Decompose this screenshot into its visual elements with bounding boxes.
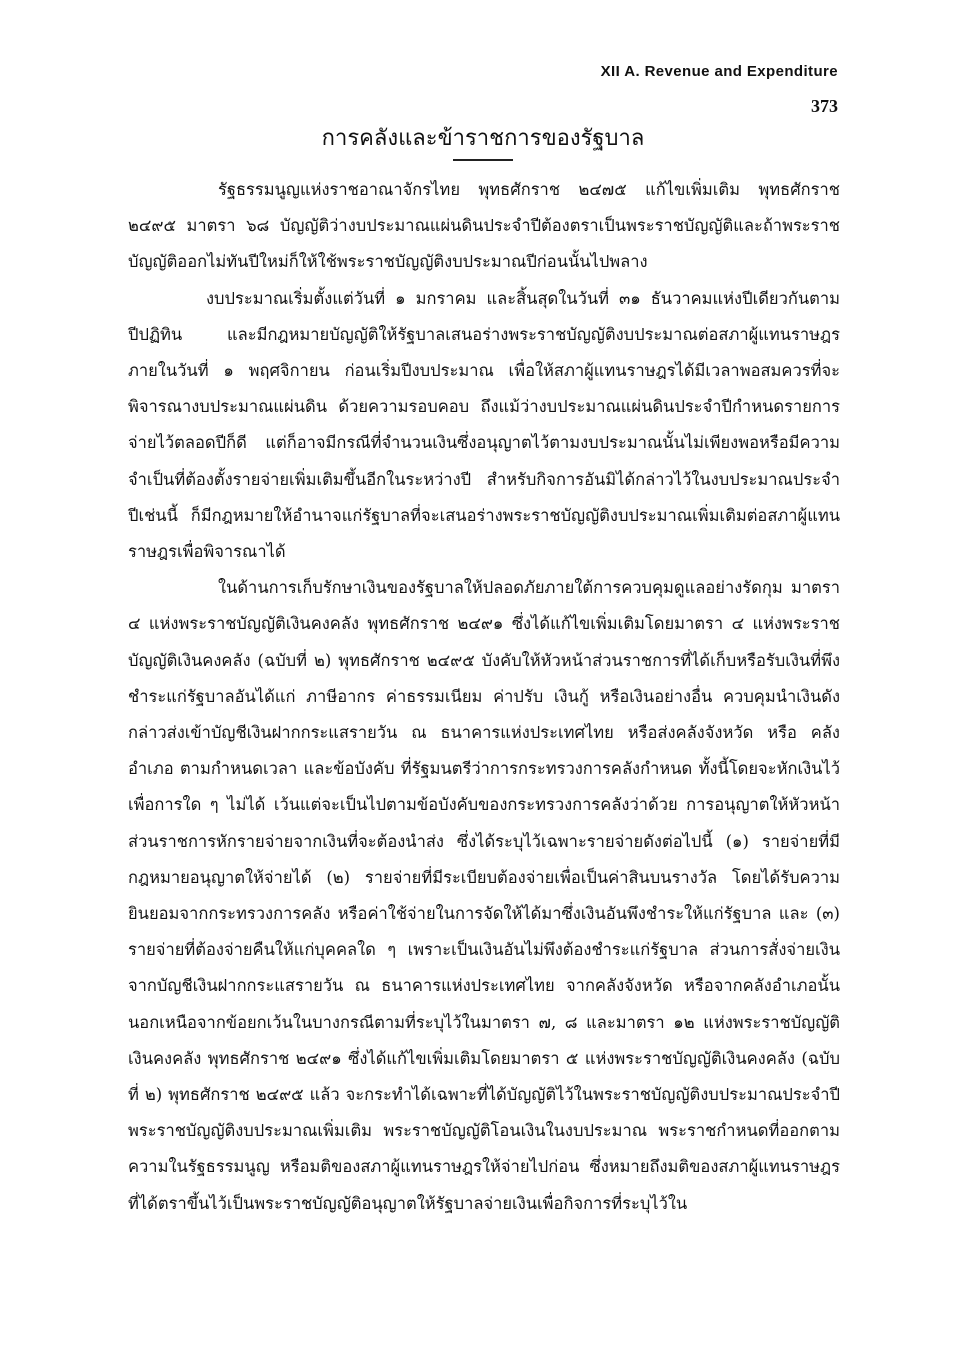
section-header: XII A. Revenue and Expenditure [600,63,838,80]
paragraph-budget-period: งบประมาณเริ่มตั้งแต่วันที่ ๑ มกราคม และสิ้นสุดในวันที่ ๓๑ ธันวาคมแห่งปีเดียวกันตามปีปฏิทิน และมีกฎหมายบัญญัติให้รัฐบาลเสนอร่างพระราชบัญญัติงบประมาณต่อสภาผู้แทนราษฎรภายในวันที่ ๑ พฤศจิกายน ก่อนเริ่มปีงบประมาณ เพื่อให้สภาผู้แทนราษฎรได้มีเวลาพอสมควรที่จะพิจารณางบประมาณแผ่นดิน ด้วยความรอบคอบ ถึงแม้ว่างบประมาณแผ่นดินประจำปีกำหนดรายการจ่ายไว้ตลอดปีก็ดี แต่ก็อาจมีกรณีที่จำนวนเงินซึ่งอนุญาตไว้ตามงบประมาณนั้นไม่เพียงพอหรือมีความจำเป็นที่ต้องตั้งรายจ่ายเพิ่มเติมขึ้นอีกในระหว่างปี สำหรับกิจการอันมิได้กล่าวไว้ในงบประมาณประจำปีเช่นนี้ ก็มีกฎหมายให้อำนาจแก่รัฐบาลที่จะเสนอร่างพระราชบัญญัติงบประมาณเพิ่มเติมต่อสภาผู้แทนราษฎรเพื่อพิจารณาได้ [128,288,840,562]
page-number: 373 [811,96,838,116]
body-text [128,172,840,1222]
page-title-text: การคลังและข้าราชการของรัฐบาล [321,126,645,151]
paragraph-treasury-custody: ในด้านการเก็บรักษาเงินของรัฐบาลให้ปลอดภัยภายใต้การควบคุมดูแลอย่างรัดกุม มาตรา ๔ แห่งพระราชบัญญัติเงินคงคลัง พุทธศักราช ๒๔๙๑ ซึ่งได้แก้ไขเพิ่มเติมโดยมาตรา ๔ แห่งพระราชบัญญัติเงินคงคลัง (ฉบับที่ ๒) พุทธศักราช ๒๔๙๕ บังคับให้หัวหน้าส่วนราชการที่ได้เก็บหรือรับเงินที่พึงชำระแก่รัฐบาลอันได้แก่ ภาษีอากร ค่าธรรมเนียม ค่าปรับ เงินกู้ หรือเงินอย่างอื่น ควบคุมนำเงินดังกล่าวส่งเข้าบัญชีเงินฝากกระแสรายวัน ณ ธนาคารแห่งประเทศไทย หรือส่งคลังจังหวัด หรือ คลังอำเภอ ตามกำหนดเวลา และข้อบังคับ ที่รัฐมนตรีว่าการกระทรวงการคลังกำหนด ทั้งนี้โดยจะหักเงินไว้เพื่อการใด ๆ ไม่ได้ เว้นแต่จะเป็นไปตามข้อบังคับของกระทรวงการคลังว่าด้วย การอนุญาตให้หัวหน้าส่วนราชการหักรายจ่ายจากเงินที่จะต้องนำส่ง ซึ่งได้ระบุไว้เฉพาะรายจ่ายดังต่อไปนี้ (๑) รายจ่ายที่มีกฎหมายอนุญาตให้จ่ายได้ (๒) รายจ่ายที่มีระเบียบต้องจ่ายเพื่อเป็นค่าสินบนรางวัล โดยได้รับความยินยอมจากกระทรวงการคลัง หรือค่าใช้จ่ายในการจัดให้ได้มาซึ่งเงินอันพึงชำระให้แก่รัฐบาล และ (๓) รายจ่ายที่ต้องจ่ายคืนให้แก่บุคคลใด ๆ เพราะเป็นเงินอันไม่พึงต้องชำระแก่รัฐบาล ส่วนการสั่งจ่ายเงิน จากบัญชีเงินฝากกระแสรายวัน ณ ธนาคารแห่งประเทศไทย จากคลังจังหวัด หรือจากคลังอำเภอนั้น นอกเหนือจากข้อยกเว้นในบางกรณีตามที่ระบุไว้ในมาตรา ๗, ๘ และมาตรา ๑๒ แห่งพระราชบัญญัติเงินคงคลัง พุทธศักราช ๒๔๙๑ ซึ่งได้แก้ไขเพิ่มเติมโดยมาตรา ๕ แห่งพระราชบัญญัติเงินคงคลัง (ฉบับที่ ๒) พุทธศักราช ๒๔๙๕ แล้ว จะกระทำได้เฉพาะที่ได้บัญญัติไว้ในพระราชบัญญัติงบประมาณประจำปี พระราชบัญญัติงบประมาณเพิ่มเติม พระราชบัญญัติโอนเงินในงบประมาณ พระราชกำหนดที่ออกตามความในรัฐธรรมนูญ หรือมติของสภาผู้แทนราษฎรให้จ่ายไปก่อน ซึ่งหมายถึงมติของสภาผู้แทนราษฎรที่ได้ตราขึ้นไว้เป็นพระราชบัญญัติอนุญาตให้รัฐบาลจ่ายเงินเพื่อกิจการที่ระบุไว้ใน [128,578,840,1213]
title-underline [453,159,513,161]
paragraph-budget-law: รัฐธรรมนูญแห่งราชอาณาจักรไทย พุทธศักราช ๒๔๗๕ แก้ไขเพิ่มเติม พุทธศักราช ๒๔๙๕ มาตรา ๖๘ บัญญัติว่างบประมาณแผ่นดินประจำปีต้องตราเป็นพระราชบัญญัติและถ้าพระราชบัญญัติออกไม่ทันปีใหม่ก็ให้ใช้พระราชบัญญัติงบประมาณปีก่อนนั้นไปพลาง [128,180,840,272]
page-title [0,120,966,161]
